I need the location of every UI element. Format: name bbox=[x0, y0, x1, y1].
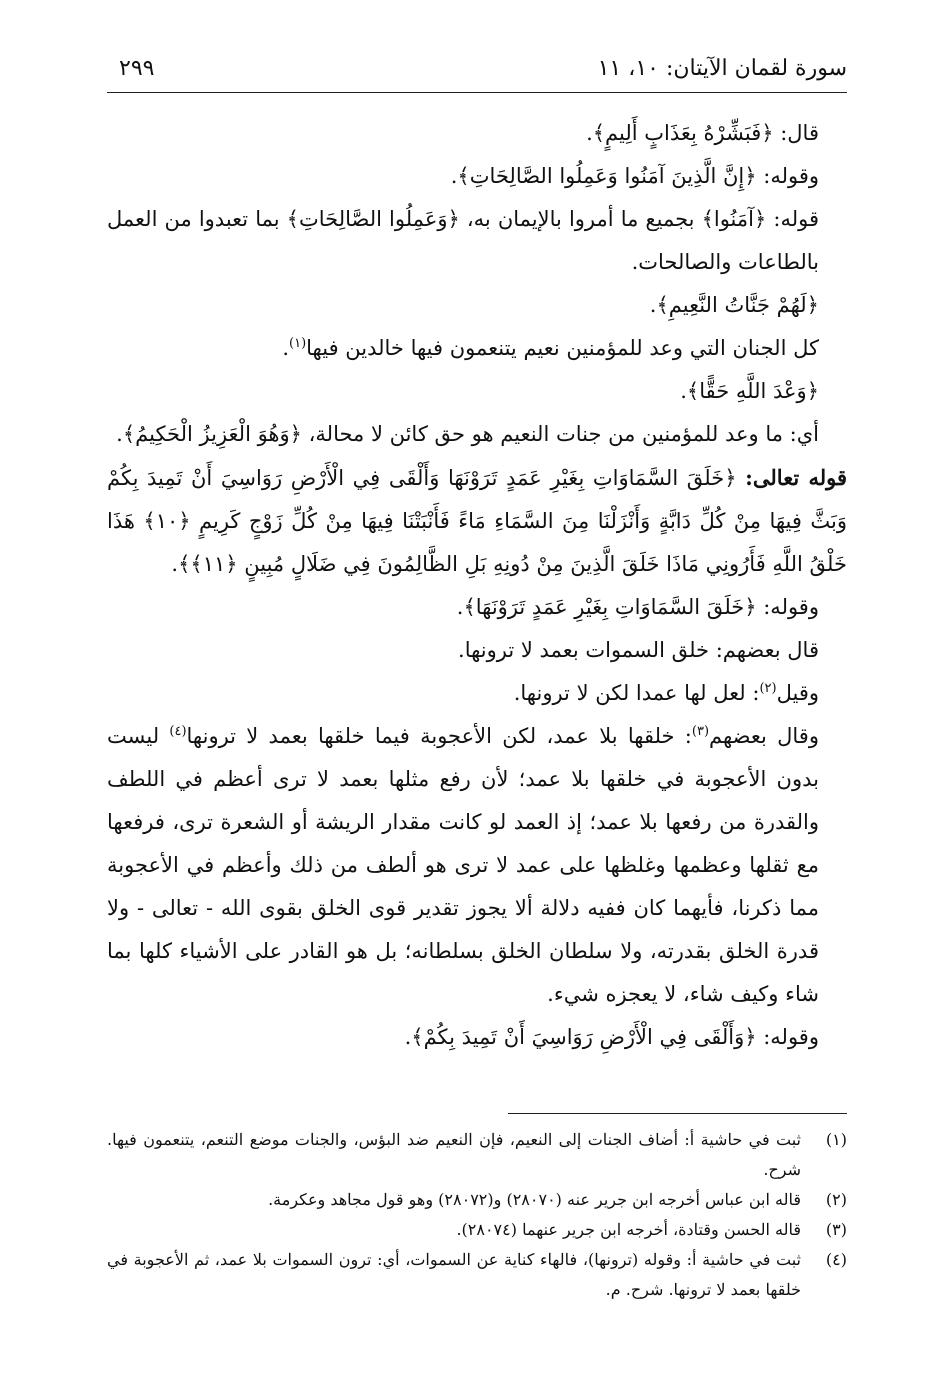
footnote-number: (٤) bbox=[825, 1250, 847, 1269]
paragraph: أي: ما وعد للمؤمنين من جنات النعيم هو حق كائن لا محالة، ﴿وَهُوَ الْعَزِيزُ الْحَكِيمُ﴾. bbox=[116, 422, 819, 446]
paragraph-text: : خلقها بلا عمد، لكن الأعجوبة فيما خلقها بعمد لا ترونها bbox=[186, 724, 692, 748]
footnote-ref[interactable]: (٢) bbox=[759, 681, 777, 696]
page-number: ٢٩٩ bbox=[119, 56, 155, 81]
paragraph: وقوله: ﴿وَأَلْقَى فِي الْأَرْضِ رَوَاسِيَ أَنْ تَمِيدَ بِكُمْ﴾. bbox=[404, 1025, 819, 1049]
footnotes bbox=[107, 1125, 847, 1305]
paragraph-text: وقال بعضهم bbox=[709, 724, 819, 748]
footnote-number: (٣) bbox=[825, 1220, 847, 1239]
header-rule bbox=[107, 92, 847, 93]
footnote-text: قاله ابن عباس أخرجه ابن جرير عنه (٢٨٠٧٠) و(٢٨٠٧٢) وهو قول مجاهد وعكرمة. bbox=[268, 1190, 801, 1209]
footnote bbox=[107, 1125, 847, 1185]
footnote-text: ثبت في حاشية أ: أضاف الجنات إلى النعيم، فإن النعيم ضد البؤس، والجنات موضع التنعم، يتنعمون فيها. شرح. bbox=[107, 1130, 801, 1179]
paragraph-text: وقيل bbox=[776, 681, 819, 705]
main-text bbox=[107, 112, 847, 1059]
verse-line: ﴿وَعْدَ اللَّهِ حَقًّا﴾. bbox=[680, 379, 819, 403]
footnote-ref[interactable]: (٤) bbox=[169, 724, 187, 739]
footnote-number: (١) bbox=[825, 1130, 847, 1149]
paragraph-text: ليست بدون الأعجوبة في خلقها بلا عمد؛ لأن رفع مثلها بعمد لا ترى أعظم في اللطف والقدرة من رفعها بلا عمد؛ إذ العمد لو كانت مقدار الريشة أو الشعرة ترى، فرفعها مع ثقلها وعظمها وغلظها على عمد لا ترى هو ألطف من ذلك وأعظم في الأعجوبة مما ذكرنا، فأيهما كان ففيه دلالة ألا يجوز تقدير قوى الخلق بقوى الله - تعالى - ولا قدرة الخلق بقدرته، ولا سلطان الخلق بسلطانه؛ بل هو القادر على الأشياء كلها بما شاء وكيف شاء، لا يعجزه شيء. bbox=[107, 724, 819, 1006]
footnote-ref[interactable]: (٣) bbox=[691, 724, 710, 739]
paragraph bbox=[107, 715, 847, 1016]
footnote bbox=[107, 1245, 847, 1305]
paragraph: وقوله: ﴿إِنَّ الَّذِينَ آمَنُوا وَعَمِلُوا الصَّالِحَاتِ﴾. bbox=[450, 164, 819, 188]
paragraph bbox=[107, 672, 847, 715]
paragraph: وقوله: ﴿خَلَقَ السَّمَاوَاتِ بِغَيْرِ عَمَدٍ تَرَوْنَهَا﴾. bbox=[456, 595, 819, 619]
paragraph bbox=[107, 327, 847, 370]
verse-block bbox=[107, 456, 847, 586]
footnote bbox=[107, 1215, 847, 1245]
paragraph: قال: ﴿فَبَشِّرْهُ بِعَذَابٍ أَلِيمٍ﴾. bbox=[586, 121, 819, 145]
footnote-text: ثبت في حاشية أ: وقوله (ترونها)، فالهاء كناية عن السموات، أي: ترون السموات بلا عمد، ثم الأعجوبة في خلقها بعمد لا ترونها. شرح. م. bbox=[107, 1250, 801, 1299]
paragraph: قال بعضهم: خلق السموات بعمد لا ترونها. bbox=[458, 638, 819, 662]
verse-text: ﴿خَلَقَ السَّمَاوَاتِ بِغَيْرِ عَمَدٍ تَرَوْنَهَا وَأَلْقَى فِي الْأَرْضِ رَوَاسِيَ أَنْ تَمِيدَ بِكُمْ وَبَثَّ فِيهَا مِنْ كُلِّ دَابَّةٍ وَأَنْزَلْنَا مِنَ السَّمَاءِ مَاءً فَأَنْبَتْنَا فِيهَا مِنْ كُلِّ زَوْجٍ كَرِيمٍ ﴿١٠﴾ هَذَا خَلْقُ اللَّهِ فَأَرُونِي مَاذَا خَلَقَ الَّذِينَ مِنْ دُونِهِ بَلِ الظَّالِمُونَ فِي ضَلَالٍ مُبِينٍ ﴿١١﴾﴾. bbox=[107, 466, 847, 576]
paragraph-text: : لعل لها عمدا لكن لا ترونها. bbox=[513, 681, 760, 705]
header-title: سورة لقمان الآيتان: ١٠، ١١ bbox=[597, 56, 847, 81]
paragraph: قوله: ﴿آمَنُوا﴾ بجميع ما أمروا بالإيمان به، ﴿وَعَمِلُوا الصَّالِحَاتِ﴾ بما تعبدوا من العمل بالطاعات والصالحات. bbox=[107, 207, 819, 274]
footnote-text: قاله الحسن وقتادة، أخرجه ابن جرير عنهما (٢٨٠٧٤). bbox=[456, 1220, 801, 1239]
footnote bbox=[107, 1185, 847, 1215]
running-header bbox=[107, 56, 847, 92]
footnote-rule bbox=[508, 1113, 847, 1114]
footnote-number: (٢) bbox=[825, 1190, 847, 1209]
footnote-ref[interactable]: (١) bbox=[289, 336, 307, 351]
paragraph-text: كل الجنان التي وعد للمؤمنين نعيم يتنعمون فيها خالدين فيها bbox=[306, 336, 819, 360]
section-label: قوله تعالى: bbox=[745, 465, 847, 490]
paragraph-text: . bbox=[282, 336, 290, 360]
verse-line: ﴿لَهُمْ جَنَّاتُ النَّعِيمِ﴾. bbox=[649, 293, 819, 317]
